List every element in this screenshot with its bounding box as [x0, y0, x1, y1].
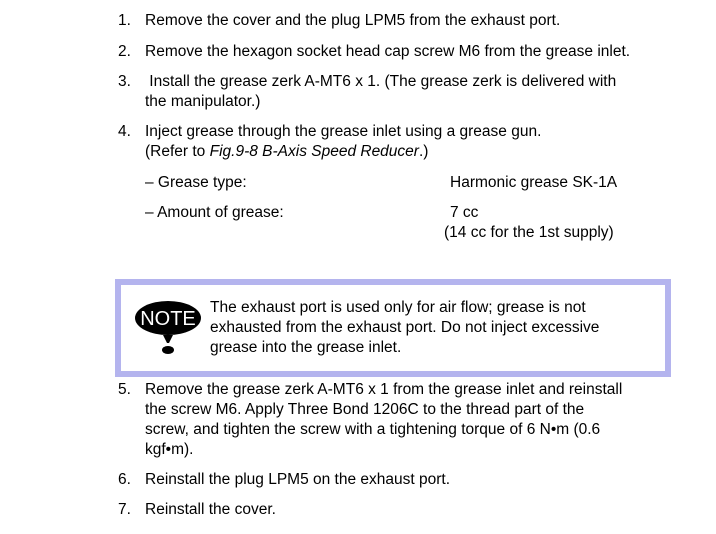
step-5 [118, 380, 698, 460]
grease-amount-label: – Amount of grease: [145, 204, 284, 221]
step-text-line-1: Install the grease zerk A-MT6 x 1. (The grease zerk is delivered with [145, 73, 617, 90]
step-text: Reinstall the cover. [145, 501, 276, 518]
note-icon [134, 299, 202, 357]
note-box [115, 279, 671, 377]
step-text: Remove the cover and the plug LPM5 from the exhaust port. [145, 12, 561, 29]
step-4 [118, 122, 698, 162]
step-6 [118, 470, 698, 490]
step-text-line-2 [145, 142, 698, 162]
step-text-line-1: Inject grease through the grease inlet using a grease gun. [145, 123, 542, 140]
figure-reference: Fig.9-8 B-Axis Speed Reducer [209, 143, 419, 160]
step-text-line-2: the screw M6. Apply Three Bond 1206C to the thread part of the [145, 401, 585, 418]
step-1 [118, 11, 698, 31]
step-text: Remove the hexagon socket head cap screw M6 from the grease inlet. [145, 43, 631, 60]
ref-suffix: .) [418, 143, 429, 160]
step-number: 1. [118, 12, 131, 29]
step-number: 2. [118, 43, 131, 60]
step-text-line-3: screw, and tighten the screw with a tightening torque of 6 N•m (0.6 [145, 421, 601, 438]
ref-prefix: (Refer to [145, 143, 210, 160]
step-text-line-2: the manipulator.) [145, 93, 261, 110]
step-number: 6. [118, 471, 131, 488]
note-line-3: grease into the grease inlet. [210, 339, 402, 356]
note-icon-label: NOTE [140, 308, 196, 330]
step-text-line-1: Remove the grease zerk A-MT6 x 1 from the grease inlet and reinstall [145, 381, 623, 398]
step-text-line-4: kgf•m). [145, 441, 194, 458]
step-3 [118, 72, 698, 112]
grease-type-label: – Grease type: [145, 174, 247, 191]
note-line-2: exhausted from the exhaust port. Do not inject excessive [210, 319, 600, 336]
grease-amount-first-supply: (14 cc for the 1st supply) [444, 224, 614, 241]
grease-type-value: Harmonic grease SK-1A [450, 174, 618, 191]
grease-amount-value: 7 cc [450, 204, 479, 221]
step-text: Reinstall the plug LPM5 on the exhaust port. [145, 471, 451, 488]
step-2 [118, 42, 698, 62]
step-number: 3. [118, 73, 131, 90]
step-number: 4. [118, 123, 131, 140]
note-text [210, 298, 660, 358]
note-line-1: The exhaust port is used only for air flow; grease is not [210, 299, 586, 316]
step-number: 7. [118, 501, 131, 518]
step-7 [118, 500, 698, 520]
step-number: 5. [118, 381, 131, 398]
